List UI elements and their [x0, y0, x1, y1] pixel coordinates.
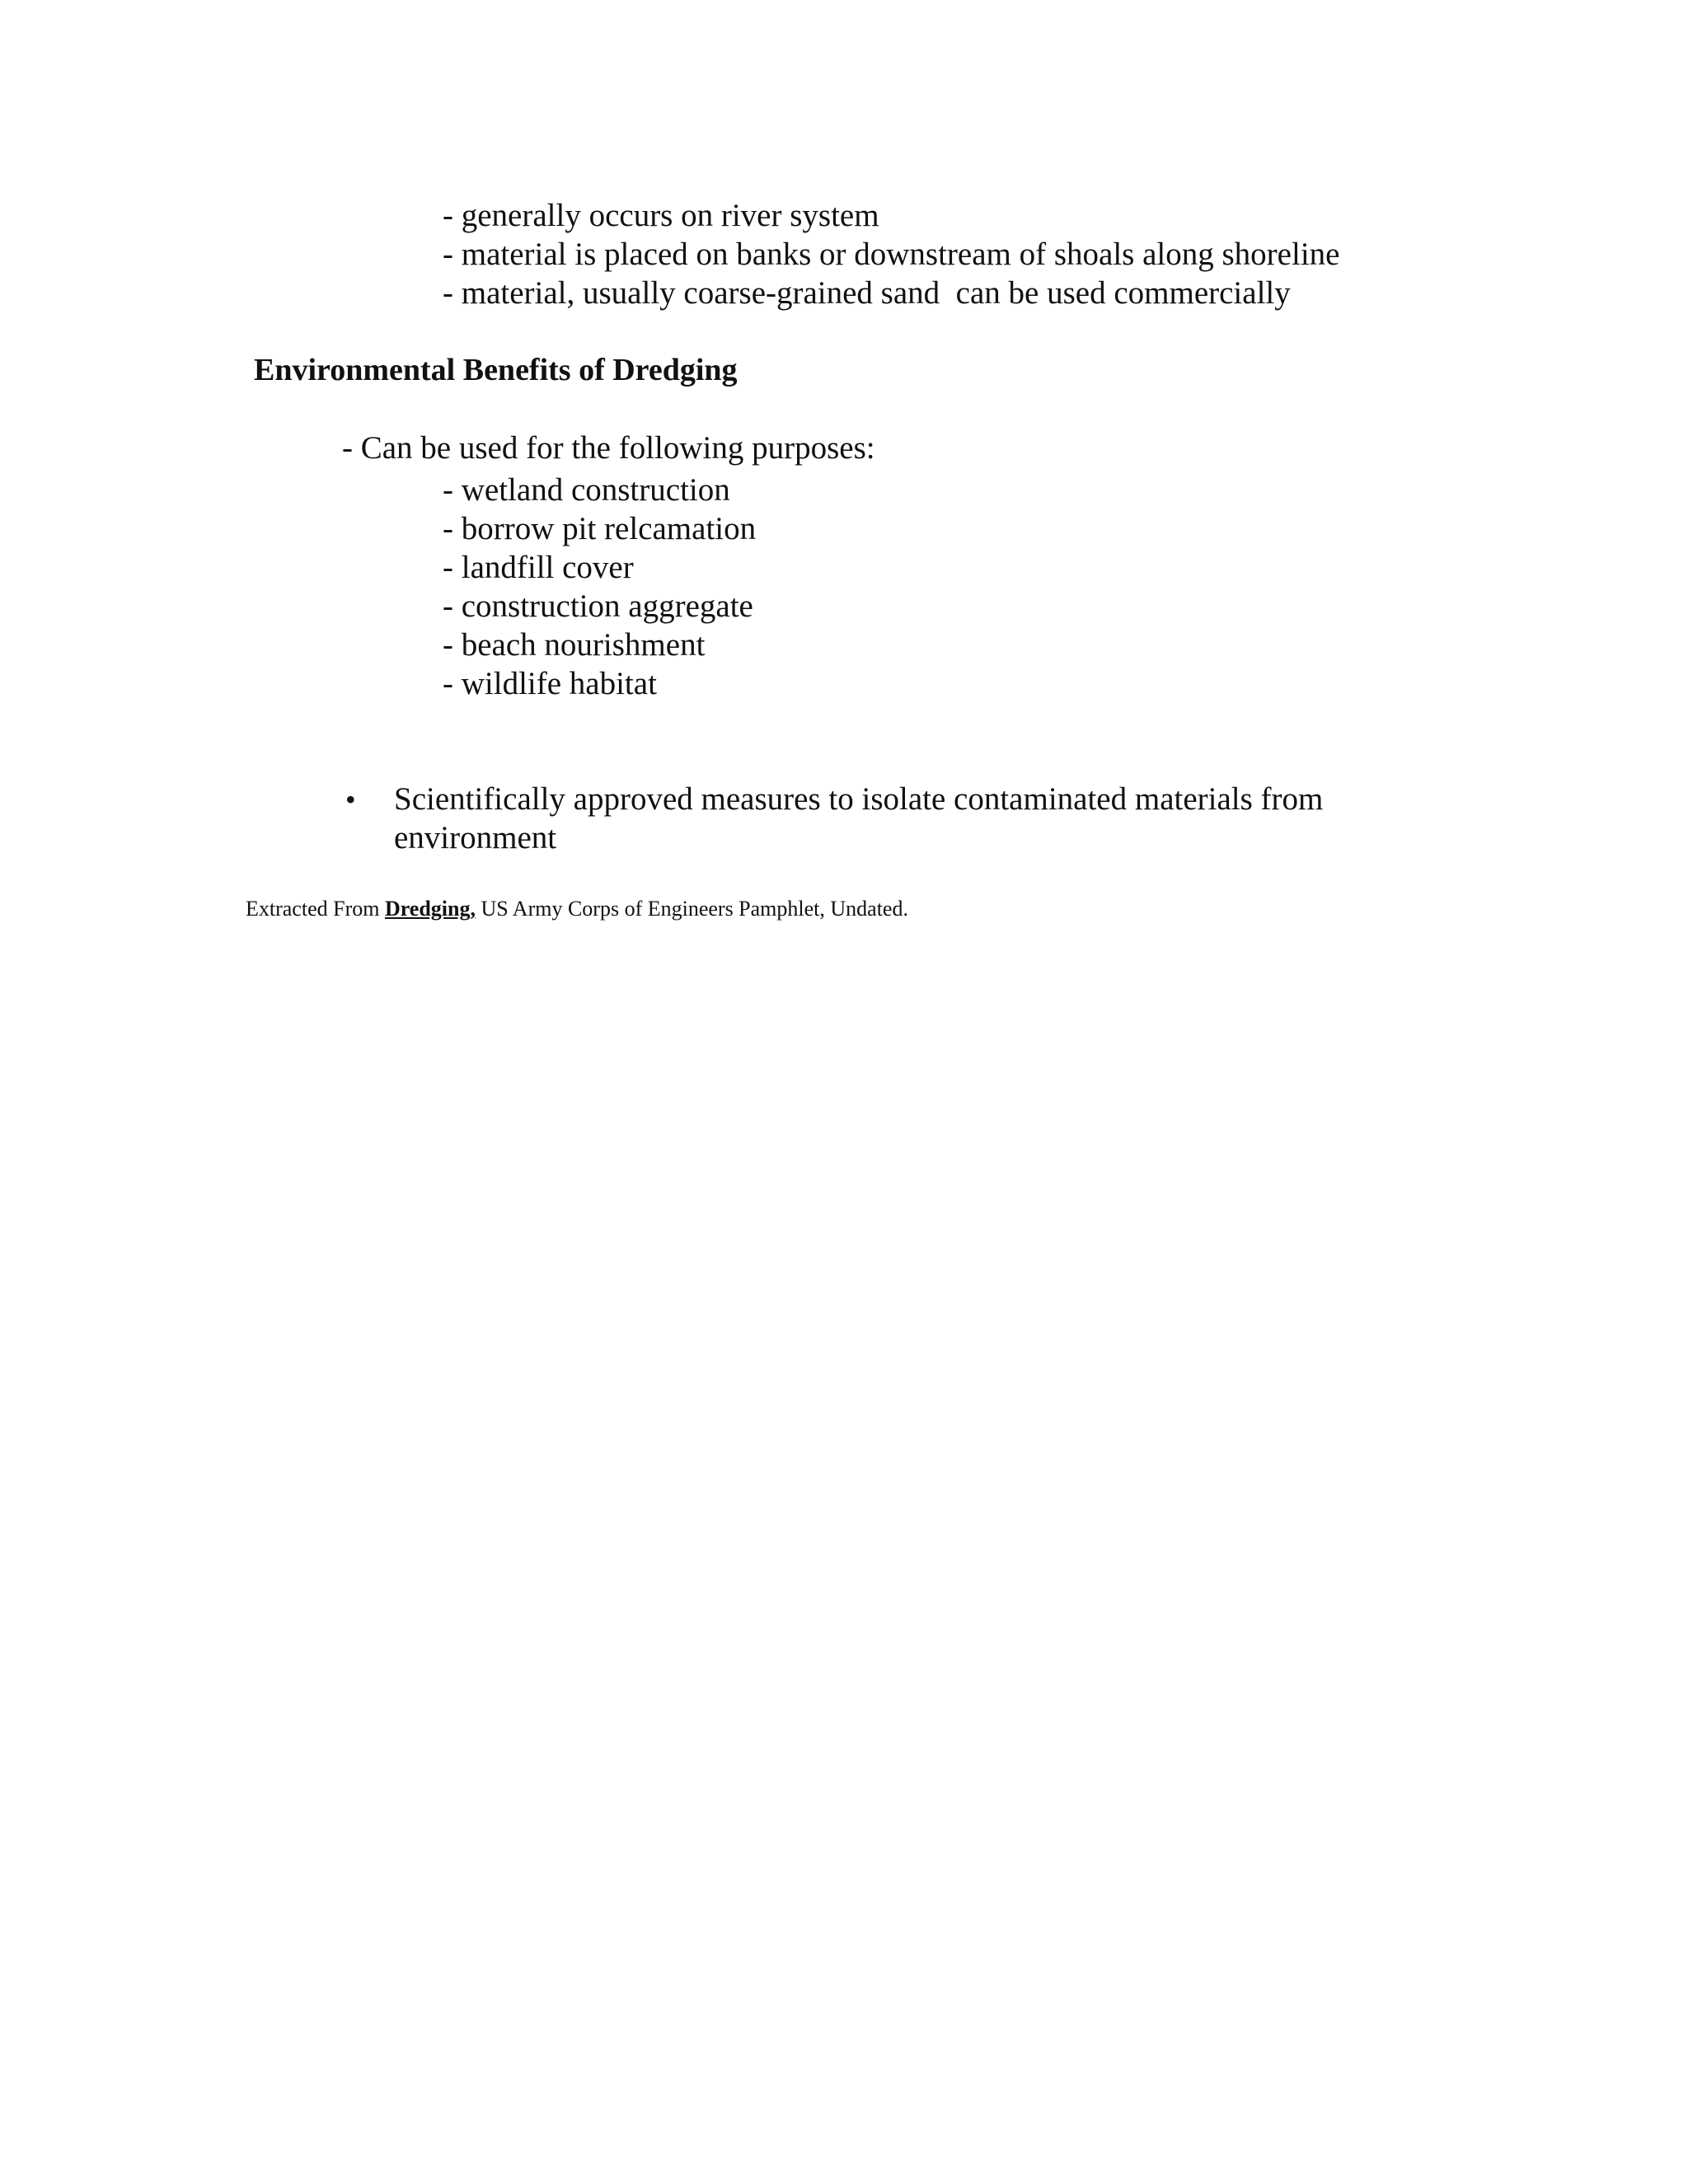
list-item: - material is placed on banks or downstream of shoals along shoreline [443, 237, 1340, 272]
purposes-intro: - Can be used for the following purposes: [342, 430, 875, 466]
bullet-icon: • [345, 783, 356, 816]
purpose-item: - wetland construction [443, 472, 730, 508]
purpose-item: - landfill cover [443, 550, 634, 585]
citation-prefix: Extracted From [246, 897, 385, 921]
purpose-item: - borrow pit relcamation [443, 511, 757, 546]
citation-suffix: US Army Corps of Engineers Pamphlet, Undated. [475, 897, 908, 921]
section-heading: Environmental Benefits of Dredging [254, 353, 738, 387]
purpose-item: - construction aggregate [443, 588, 753, 624]
list-item: - generally occurs on river system [443, 198, 879, 233]
bullet-text: Scientifically approved measures to isolate contaminated materials from environment [394, 781, 1324, 855]
citation [246, 898, 908, 920]
purpose-item: - beach nourishment [443, 627, 706, 663]
purpose-item: - wildlife habitat [443, 666, 657, 701]
list-item: - material, usually coarse-grained sand can be used commercially [443, 275, 1291, 311]
purposes-list [443, 471, 756, 703]
citation-source-title: Dredging, [384, 897, 476, 921]
